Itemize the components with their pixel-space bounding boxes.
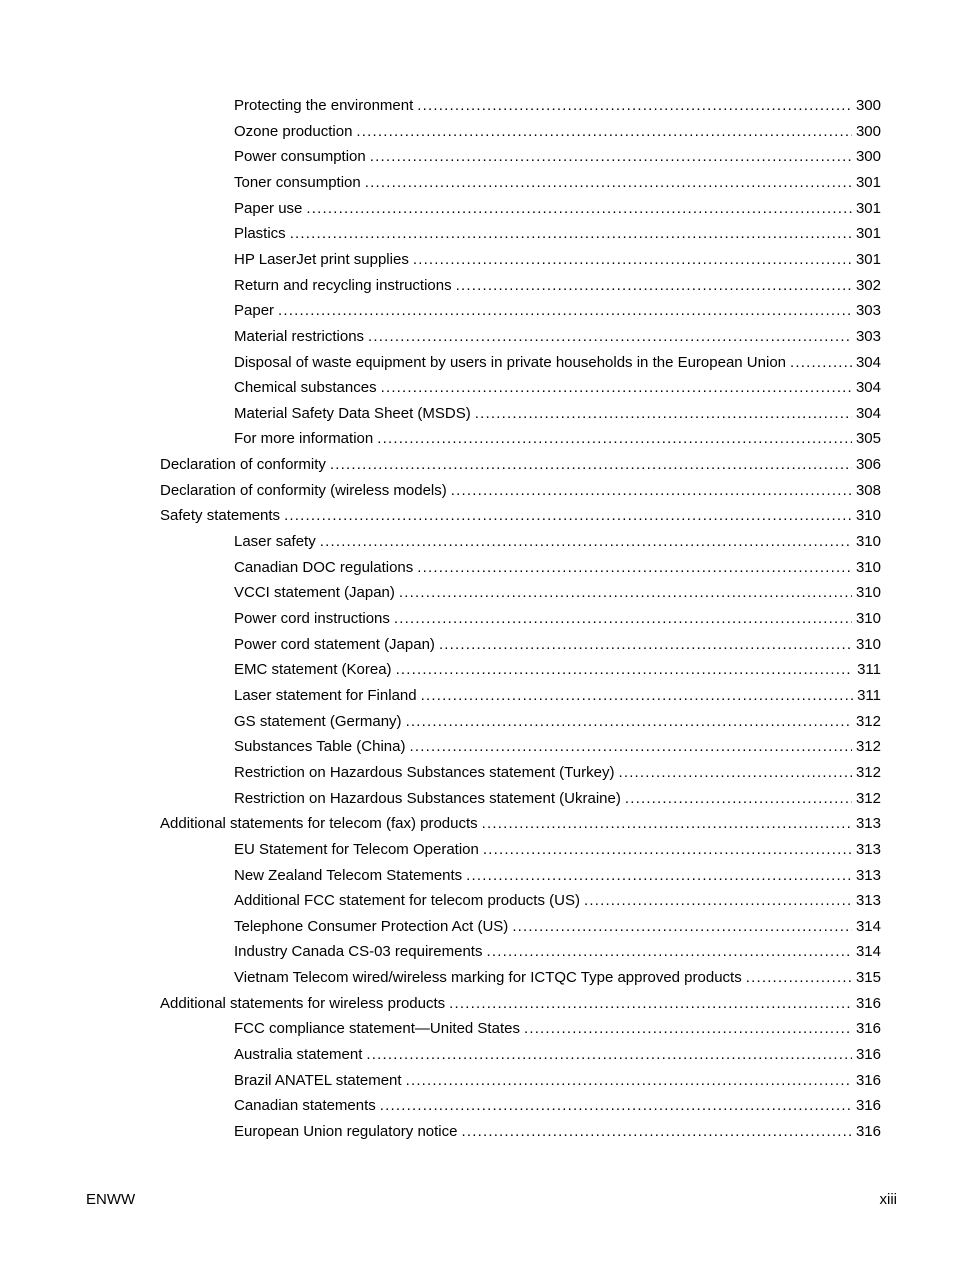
toc-entry-title: Restriction on Hazardous Substances statement (Turkey) [234, 763, 615, 781]
toc-entry-title: Vietnam Telecom wired/wireless marking for ICTQC Type approved products [234, 969, 742, 987]
dot-leader [439, 634, 852, 656]
toc-entry[interactable] [234, 352, 881, 374]
toc-entry-page: 313 [855, 892, 881, 910]
toc-entry[interactable] [234, 1044, 881, 1066]
toc-entry-page: 302 [855, 276, 881, 294]
toc-entry-title: EMC statement (Korea) [234, 661, 392, 679]
dot-leader [406, 1070, 852, 1092]
dot-leader [746, 967, 852, 989]
toc-entry[interactable] [234, 608, 881, 630]
dot-leader [284, 505, 852, 527]
toc-entry-page: 308 [855, 481, 881, 499]
dot-leader [449, 993, 852, 1015]
dot-leader [366, 1044, 852, 1066]
dot-leader [381, 377, 852, 399]
dot-leader [584, 890, 852, 912]
toc-entry[interactable] [160, 993, 881, 1015]
toc-entry-page: 312 [855, 712, 881, 730]
toc-entry[interactable] [234, 941, 881, 963]
toc-entry-title: EU Statement for Telecom Operation [234, 840, 479, 858]
toc-entry-page: 310 [855, 584, 881, 602]
dot-leader [482, 813, 852, 835]
toc-entry-title: HP LaserJet print supplies [234, 250, 409, 268]
toc-entry-page: 301 [855, 199, 881, 217]
toc-entry-title: Brazil ANATEL statement [234, 1071, 402, 1089]
toc-entry[interactable] [234, 582, 881, 604]
dot-leader [790, 352, 852, 374]
toc-entry[interactable] [234, 326, 881, 348]
dot-leader [330, 454, 852, 476]
toc-entry-page: 310 [855, 635, 881, 653]
toc-entry[interactable] [234, 1095, 881, 1117]
toc-entry-page: 316 [855, 1020, 881, 1038]
toc-entry-title: Disposal of waste equipment by users in private households in the European Union [234, 353, 786, 371]
toc-entry[interactable] [234, 428, 881, 450]
toc-entry-page: 310 [855, 610, 881, 627]
dot-leader [370, 146, 852, 168]
toc-entry-page: 314 [855, 943, 881, 961]
toc-entry-title: Substances Table (China) [234, 738, 406, 756]
toc-entry-page: 306 [855, 456, 881, 474]
toc-entry[interactable] [234, 736, 881, 758]
toc-entry[interactable] [234, 121, 881, 143]
dot-leader [356, 121, 852, 143]
toc-entry-title: European Union regulatory notice [234, 1123, 458, 1140]
toc-entry-title: Ozone production [234, 122, 353, 140]
dot-leader [306, 198, 852, 220]
toc-entry-title: Additional statements for wireless products [160, 994, 446, 1012]
toc-entry[interactable] [234, 634, 881, 656]
dot-leader [320, 531, 852, 553]
toc-entry-page: 300 [855, 122, 881, 140]
toc-entry[interactable] [234, 865, 881, 887]
dot-leader [461, 1121, 851, 1143]
toc-entry[interactable] [160, 505, 881, 527]
toc-entry-title: Laser safety [234, 533, 316, 551]
toc-entry[interactable] [234, 711, 881, 733]
toc-entry[interactable] [234, 146, 881, 168]
toc-entry-page: 315 [855, 969, 881, 987]
dot-leader [512, 916, 852, 938]
toc-entry-page: 312 [855, 763, 881, 781]
dot-leader [278, 300, 852, 322]
toc-entry-page: 304 [855, 379, 881, 397]
toc-entry-title: Power cord statement (Japan) [234, 635, 435, 653]
toc-entry-page: 310 [855, 533, 881, 551]
toc-entry-page: 310 [855, 558, 881, 576]
dot-leader [377, 428, 852, 450]
dot-leader [410, 736, 852, 758]
toc-entry-page: 313 [855, 840, 881, 858]
dot-leader [524, 1018, 852, 1040]
dot-leader [394, 608, 852, 630]
toc-entry-title: Paper use [234, 199, 303, 217]
dot-leader [396, 659, 854, 681]
dot-leader [399, 582, 852, 604]
toc-entry[interactable] [234, 95, 881, 117]
toc-entry-title: For more information [234, 430, 374, 448]
toc-entry-title: Declaration of conformity [160, 456, 326, 474]
toc-entry[interactable] [234, 659, 881, 681]
toc-entry[interactable] [234, 788, 881, 810]
toc-entry-page: 304 [855, 404, 881, 422]
toc-entry-page: 312 [855, 789, 881, 807]
dot-leader [466, 865, 852, 887]
toc-entry[interactable] [234, 223, 881, 245]
toc-entry-page: 316 [855, 1071, 881, 1089]
toc-entry-page: 301 [855, 173, 881, 191]
toc-entry-title: Chemical substances [234, 379, 377, 397]
toc-entry-title: Australia statement [234, 1046, 363, 1064]
toc-entry-page: 303 [855, 327, 881, 345]
toc-entry[interactable] [234, 249, 881, 271]
toc-entry-title: FCC compliance statement—United States [234, 1020, 520, 1038]
toc-entry-page: 312 [855, 738, 881, 756]
footer-label: ENWW [86, 1191, 136, 1208]
dot-leader [618, 762, 852, 784]
toc-entry-page: 300 [855, 97, 881, 114]
toc-entry-page: 301 [855, 250, 881, 268]
toc-entry-title: Material restrictions [234, 327, 365, 345]
toc-entry-page: 303 [855, 302, 881, 320]
toc-entry-page: 316 [855, 994, 881, 1012]
toc-entry-title: GS statement (Germany) [234, 712, 402, 730]
toc-entry-page: 314 [855, 917, 881, 935]
toc-entry-title: Canadian statements [234, 1097, 376, 1115]
dot-leader [456, 275, 852, 297]
toc-entry-title: Telephone Consumer Protection Act (US) [234, 917, 509, 935]
toc-entry[interactable] [234, 1121, 881, 1143]
toc-entry[interactable] [234, 531, 881, 553]
toc-entry[interactable] [234, 890, 881, 912]
toc-entry-page: 300 [855, 148, 881, 166]
toc-entry-title: Canadian DOC regulations [234, 558, 414, 576]
toc-entry[interactable] [160, 813, 881, 835]
dot-leader [290, 223, 852, 245]
toc-entry-page: 301 [855, 225, 881, 243]
toc-entry-page: 305 [855, 430, 881, 448]
toc-entry-page: 316 [855, 1097, 881, 1115]
dot-leader [417, 95, 852, 117]
toc-entry-title: VCCI statement (Japan) [234, 584, 395, 602]
toc-entry-title: Toner consumption [234, 173, 361, 191]
toc-entry-page: 316 [855, 1123, 881, 1140]
dot-leader [365, 172, 852, 194]
toc-entry-title: Additional statements for telecom (fax) products [160, 815, 478, 833]
toc-entry-title: Industry Canada CS-03 requirements [234, 943, 483, 961]
toc-entry-title: Plastics [234, 225, 286, 243]
toc-entry[interactable] [160, 454, 881, 476]
toc-entry-title: Protecting the environment [234, 97, 414, 114]
dot-leader [486, 941, 852, 963]
toc-entry[interactable] [234, 275, 881, 297]
dot-leader [417, 557, 852, 579]
dot-leader [380, 1095, 852, 1117]
toc-entry[interactable] [234, 967, 881, 989]
toc-entry[interactable] [234, 839, 881, 861]
toc-entry-title: Power consumption [234, 148, 366, 166]
dot-leader [625, 788, 852, 810]
toc-entry-page: 313 [855, 815, 881, 833]
toc-entry-title: Paper [234, 302, 275, 320]
toc-entry[interactable] [234, 172, 881, 194]
toc-entry-title: Material Safety Data Sheet (MSDS) [234, 404, 471, 422]
toc-entry-page: 304 [855, 353, 881, 371]
toc-entry[interactable] [234, 685, 881, 707]
toc-entry-page: 311 [857, 686, 881, 704]
toc-entry-title: Return and recycling instructions [234, 276, 452, 294]
page-number: xiii [879, 1191, 897, 1208]
dot-leader [483, 839, 852, 861]
dot-leader [368, 326, 852, 348]
toc-entry-title: Additional FCC statement for telecom products (US) [234, 892, 580, 910]
toc-entry-page: 311 [857, 661, 881, 679]
toc-entry[interactable] [234, 762, 881, 784]
dot-leader [451, 480, 852, 502]
toc-entry[interactable] [234, 557, 881, 579]
toc-entry-title: New Zealand Telecom Statements [234, 866, 463, 884]
toc-entry-title: Power cord instructions [234, 610, 390, 627]
toc-entry[interactable] [234, 198, 881, 220]
toc-entry[interactable] [234, 1018, 881, 1040]
dot-leader [413, 249, 852, 271]
toc-entry[interactable] [234, 1070, 881, 1092]
toc-entry[interactable] [234, 403, 881, 425]
toc-entry-title: Laser statement for Finland [234, 686, 417, 704]
toc-entry-title: Declaration of conformity (wireless models) [160, 481, 447, 499]
toc-entry[interactable] [234, 300, 881, 322]
toc-entry-page: 316 [855, 1046, 881, 1064]
toc-entry-title: Restriction on Hazardous Substances statement (Ukraine) [234, 789, 621, 807]
toc-entry[interactable] [234, 916, 881, 938]
toc-entry[interactable] [160, 480, 881, 502]
toc-entry-page: 310 [855, 507, 881, 525]
dot-leader [421, 685, 853, 707]
dot-leader [406, 711, 852, 733]
toc-entry-title: Safety statements [160, 507, 281, 525]
toc-entry-page: 313 [855, 866, 881, 884]
toc-entry[interactable] [234, 377, 881, 399]
dot-leader [475, 403, 852, 425]
